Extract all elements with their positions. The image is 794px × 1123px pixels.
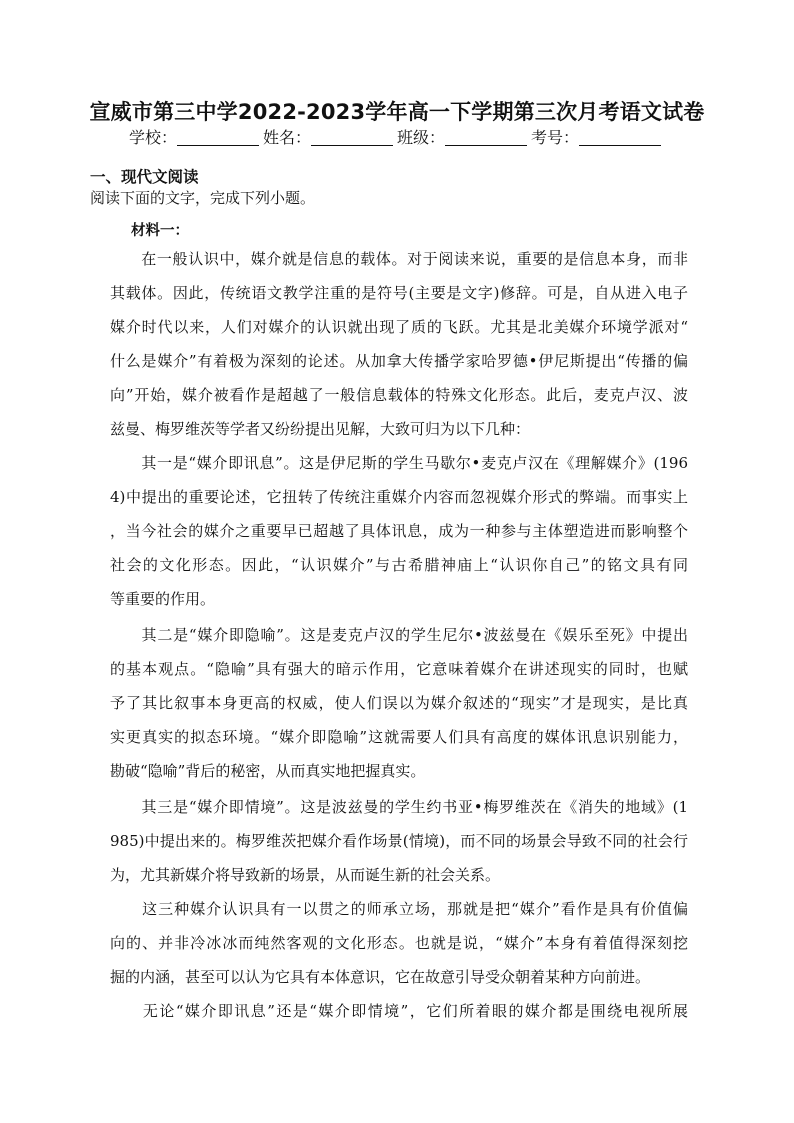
- body-line: 其一是“媒介即讯息”。这是伊尼斯的学生马歇尔•麦克卢汉在《理解媒介》(196: [110, 454, 688, 472]
- body-line: 向”开始，媒介被看作是超越了一般信息载体的特殊文化形态。此后，麦克卢汉、波: [110, 386, 688, 404]
- name-label: 姓名：: [262, 128, 311, 147]
- class-blank[interactable]: [445, 130, 527, 146]
- body-line: 其二是“媒介即隐喻”。这是麦克卢汉的学生尼尔•波兹曼在《娱乐至死》中提出: [110, 626, 688, 644]
- body-line: 这三种媒介认识具有一以贯之的师承立场，那就是把“媒介”看作是具有价值偏: [110, 900, 688, 918]
- body-line: 等重要的作用。: [110, 590, 216, 608]
- class-label: 班级：: [397, 128, 446, 147]
- body-line: 什么是媒介”有着极为深刻的论述。从加拿大传播学家哈罗德•伊尼斯提出“传播的偏: [110, 352, 688, 370]
- body-line: 实更真实的拟态环境。“媒介即隐喻”这就需要人们具有高度的媒体讯息识别能力，: [110, 728, 688, 746]
- body-line: 其三是“媒介即情境”。这是波兹曼的学生约书亚•梅罗维茨在《消失的地域》(1: [110, 798, 688, 816]
- body-line: 兹曼、梅罗维茨等学者又纷纷提出见解，大致可归为以下几种：: [110, 420, 531, 438]
- body-line: 媒介时代以来，人们对媒介的认识就出现了质的飞跃。尤其是北美媒介环境学派对“: [110, 318, 688, 336]
- body-line: 掘的内涵，甚至可以认为它具有本体意识，它在故意引导受众朝着某种方向前进。: [110, 968, 651, 986]
- body-line: 在一般认识中，媒介就是信息的载体。对于阅读来说，重要的是信息本身，而非: [110, 250, 688, 268]
- body-line: ，当今社会的媒介之重要早已超越了具体讯息，成为一种参与主体塑造进而影响整个: [110, 522, 688, 540]
- body-line: 其载体。因此，传统语文教学注重的是符号(主要是文字)修辞。可是，自从进入电子: [110, 284, 688, 302]
- name-blank[interactable]: [311, 130, 393, 146]
- exam-title: 宣威市第三中学2022-2023学年高一下学期第三次月考语文试卷: [89, 100, 705, 124]
- body-line: 向的、并非冷冰冰而纯然客观的文化形态。也就是说，“媒介”本身有着值得深刻挖: [110, 934, 688, 952]
- student-info-line: [0, 125, 794, 148]
- body-line: 予了其比叙事本身更高的权威，使人们误以为媒介叙述的“现实”才是现实，是比真: [110, 694, 688, 712]
- body-line: 勘破“隐喻”背后的秘密，从而真实地把握真实。: [110, 762, 426, 780]
- reading-instruction: 阅读下面的文字，完成下列小题。: [90, 189, 316, 207]
- body-line: 无论“媒介即讯息”还是“媒介即情境”，它们所着眼的媒介都是围绕电视所展: [110, 1002, 688, 1020]
- material-label: 材料一：: [131, 222, 189, 239]
- body-line: 社会的文化形态。因此，“认识媒介”与古希腊神庙上“认识你自己”的铭文具有同: [110, 556, 688, 574]
- body-line: 为，尤其新媒介将导致新的场景，从而诞生新的社会关系。: [110, 866, 501, 884]
- body-line: 985)中提出来的。梅罗维茨把媒介看作场景(情境)，而不同的场景会导致不同的社会行: [110, 832, 688, 850]
- school-blank[interactable]: [177, 130, 259, 146]
- body-line: 4)中提出的重要论述，它扭转了传统注重媒介内容而忽视媒介形式的弊端。而事实上: [110, 488, 688, 506]
- section-heading: 一、现代文阅读: [90, 168, 199, 186]
- body-line: 的基本观点。“隐喻”具有强大的暗示作用，它意味着媒介在讲述现实的同时，也赋: [110, 660, 688, 678]
- exam-number-label: 考号：: [531, 128, 580, 147]
- exam-number-blank[interactable]: [579, 130, 661, 146]
- school-label: 学校：: [128, 128, 177, 147]
